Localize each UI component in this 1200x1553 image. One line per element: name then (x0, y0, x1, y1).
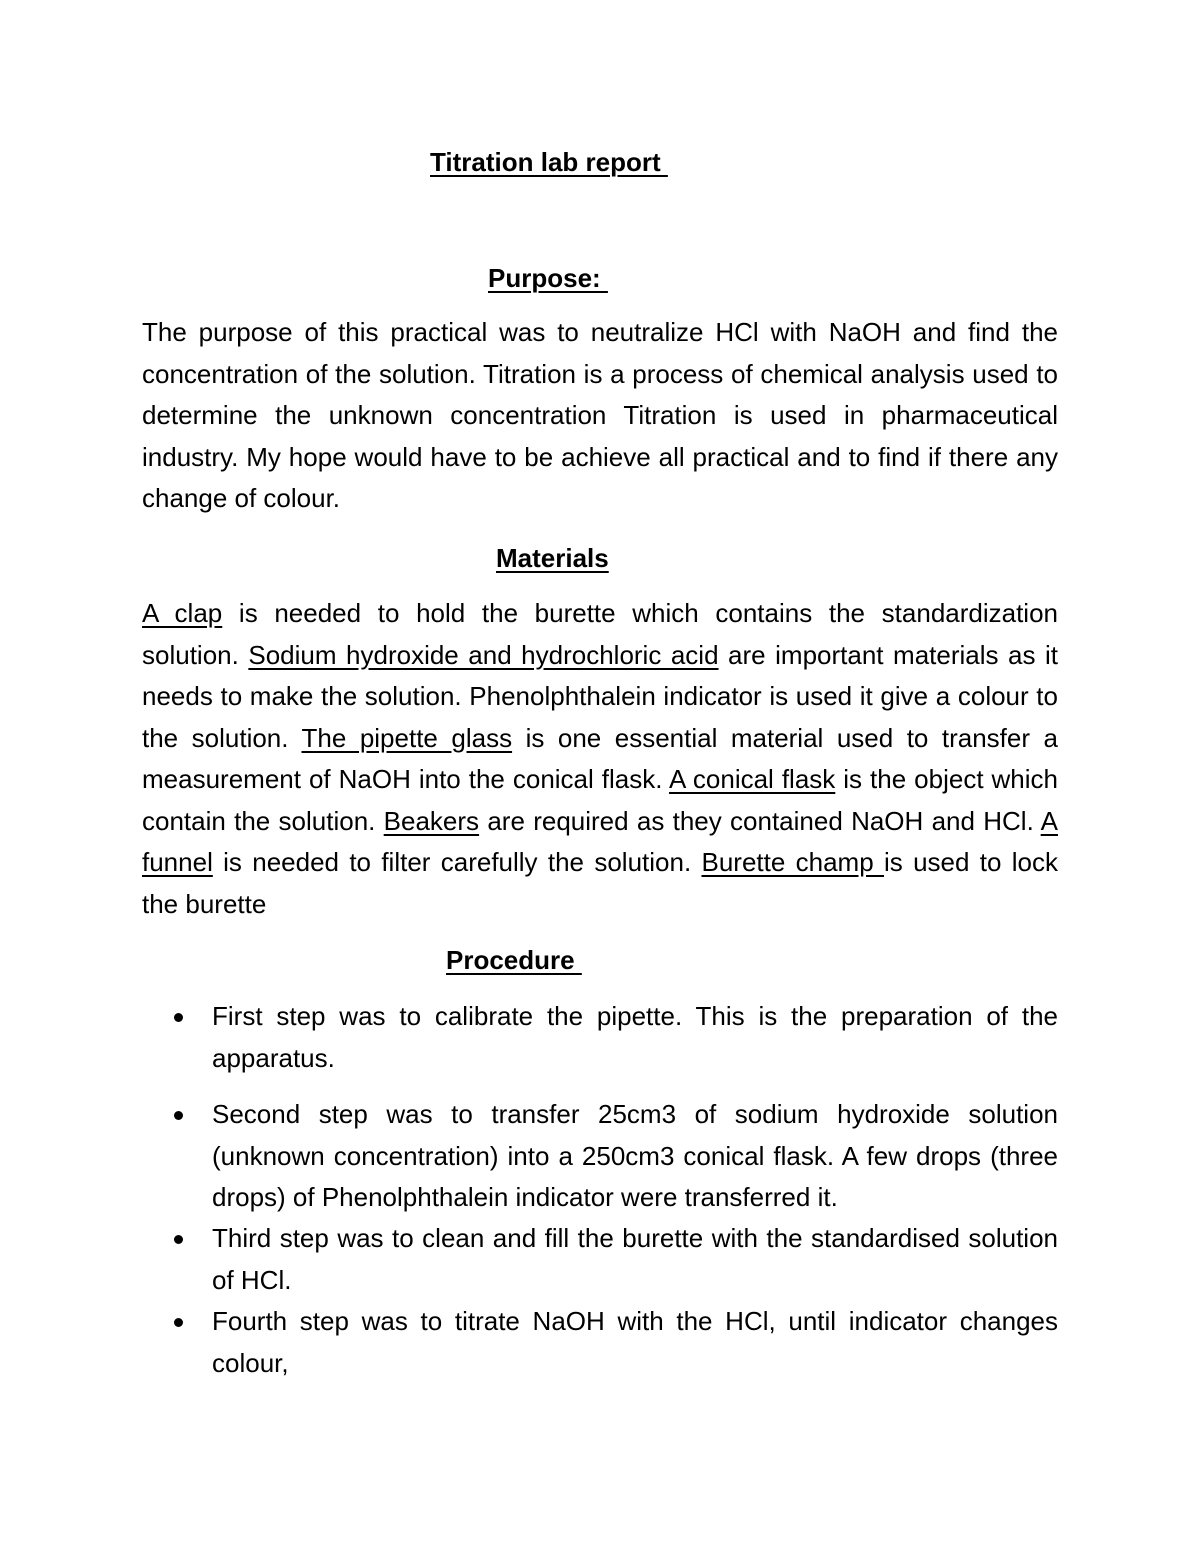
procedure-step-text: Fourth step was to titrate NaOH with the HCl, until indicator changes colour, (212, 1306, 1058, 1378)
material-clamp-term: A clap (142, 598, 223, 628)
page-title: Titration lab report (430, 147, 668, 177)
purpose-heading: Purpose: (488, 263, 608, 293)
material-solutions-text: are important materials as it needs to make the solution. Phenolphthalein indicator is used it give a colour to the solution. (142, 639, 1058, 753)
procedure-step-text: Second step was to transfer 25cm3 of sodium hydroxide solution (unknown concentration) into a 250cm3 conical flask. A few drops (three drops) of Phenolphthalein indicator were transferred it. (212, 1099, 1058, 1212)
bullet-icon (174, 1318, 183, 1327)
bullet-icon (174, 1013, 183, 1022)
procedure-step (142, 1094, 1058, 1219)
material-beakers-term: Beakers (383, 805, 480, 836)
material-clamp-text: is needed to hold the burette which contains the standardization solution. (142, 598, 1059, 670)
procedure-step (142, 996, 1058, 1079)
material-burette-term: Burette champ (701, 847, 884, 877)
material-pipette-text: is one essential material used to transfer a measurement of NaOH into the conical flask. (142, 722, 1058, 794)
bullet-icon (174, 1111, 183, 1120)
procedure-heading: Procedure (446, 945, 582, 975)
purpose-paragraph: The purpose of this practical was to neutralize HCl with NaOH and find the concentration of the solution. Titration is a process of chemical analysis used to determine the unknown concentration Titration is used in pharmaceutical industry. My hope would have to be achieve all practical and to find if there any change of colour. (142, 317, 1058, 513)
material-beakers-text: are required as they contained NaOH and HCl. (479, 805, 1041, 836)
bullet-icon (174, 1235, 183, 1244)
procedure-step (142, 1218, 1058, 1301)
material-burette-text: is used to lock the burette (142, 847, 1058, 919)
material-flask-term: A conical flask (669, 764, 836, 794)
procedure-step (142, 1301, 1058, 1384)
materials-paragraph (142, 593, 1058, 925)
material-flask-text: is the object which contain the solution. (142, 764, 1059, 836)
materials-heading: Materials (496, 543, 609, 573)
procedure-step-text: Third step was to clean and fill the burette with the standardised solution of HCl. (212, 1223, 1058, 1295)
material-solutions-term: Sodium hydroxide and hydrochloric acid (248, 639, 719, 670)
material-funnel-term: A funnel (142, 805, 1058, 877)
material-funnel-text: is needed to filter carefully the solution. (212, 847, 702, 877)
material-pipette-term: The pipette glass (301, 722, 513, 753)
procedure-step-text: First step was to calibrate the pipette. This is the preparation of the apparatus. (212, 1001, 1058, 1073)
